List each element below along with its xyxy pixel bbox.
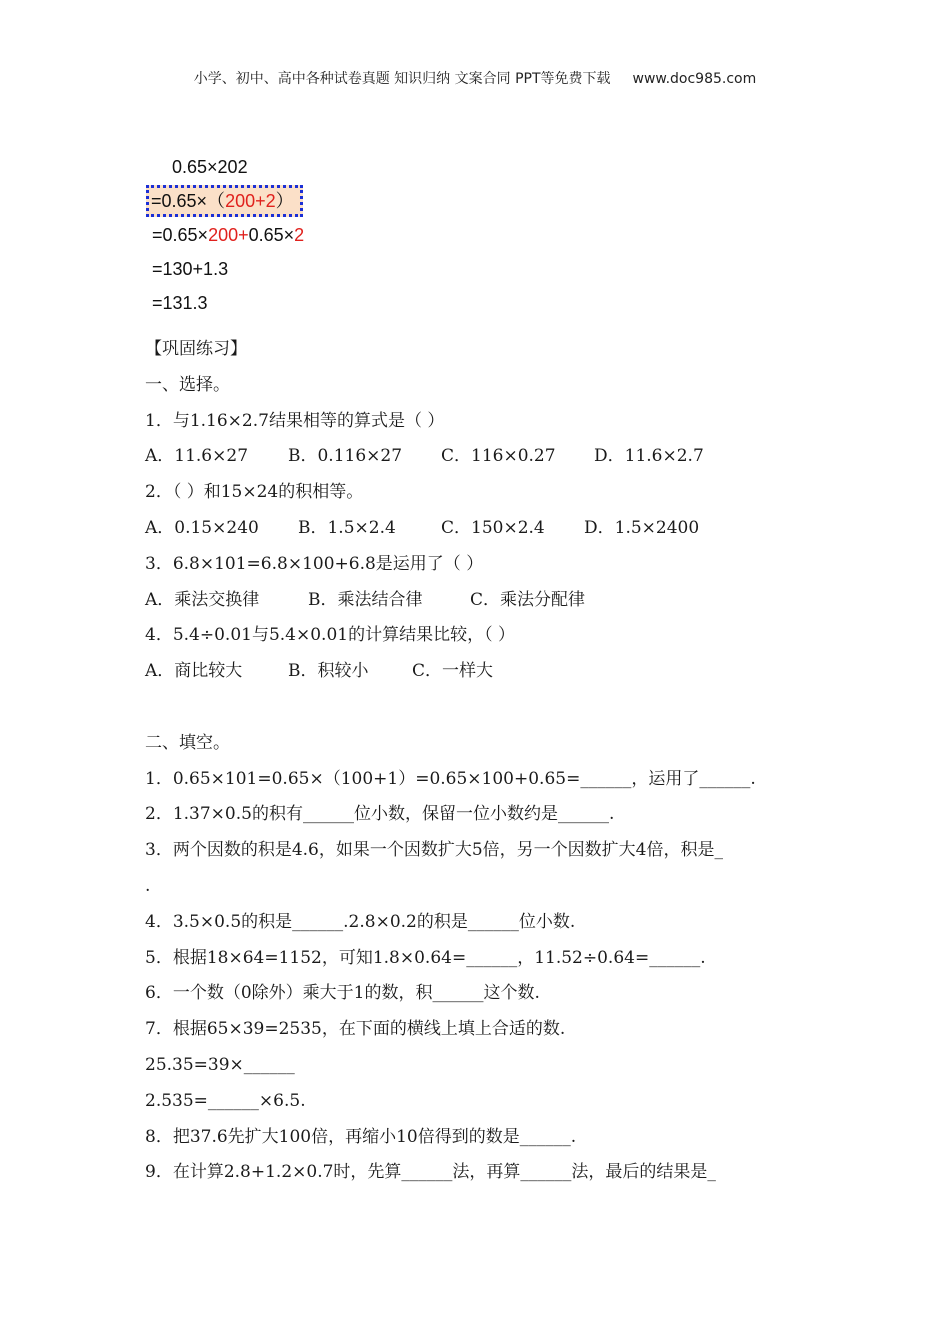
- question-3: 3．6.8×101=6.8×100+6.8是运用了（ ）: [145, 553, 484, 574]
- calc-line-2-b: 200+2: [225, 191, 276, 211]
- calc-line-3-b: 200+: [208, 225, 249, 245]
- fill-item: 6．一个数（0除外）乘大于1的数，积______这个数.: [145, 983, 540, 1004]
- part1-title: 一、选择。: [145, 374, 230, 395]
- choice: A．乘法交换律: [145, 589, 260, 610]
- highlight-box: [146, 185, 303, 217]
- calc-line-2: [148, 184, 304, 218]
- choice: B．乘法结合律: [308, 589, 423, 610]
- question-2-choices: [145, 511, 825, 547]
- question-4-choices: [145, 654, 825, 690]
- exercise-content: [145, 332, 825, 1191]
- choice: D．1.5×2400: [584, 517, 700, 538]
- page-header: [0, 68, 950, 88]
- fill-item: 4．3.5×0.5的积是______.2.8×0.2的积是______位小数.: [145, 911, 576, 932]
- fill-item: 1．0.65×101=0.65×（100+1）=0.65×100+0.65=______，运用了______.: [145, 768, 756, 789]
- fill-item: 5．根据18×64=1152，可知1.8×0.64=______，11.52÷0.64=______.: [145, 947, 706, 968]
- fill-item: 2.535=______×6.5.: [145, 1090, 306, 1111]
- calc-line-1: 0.65×202: [172, 157, 248, 177]
- header-url: www.doc985.com: [632, 71, 757, 87]
- choice: C．116×0.27: [441, 446, 556, 467]
- fill-item: .: [145, 875, 151, 896]
- fill-item: 3．两个因数的积是4.6，如果一个因数扩大5倍，另一个因数扩大4倍，积是_: [145, 840, 723, 861]
- fill-item: 8．把37.6先扩大100倍，再缩小10倍得到的数是______.: [145, 1126, 577, 1147]
- example-calculation: [148, 150, 304, 320]
- choice: A．11.6×27: [145, 446, 249, 467]
- choice: B．1.5×2.4: [298, 517, 396, 538]
- choice: B．0.116×27: [288, 446, 403, 467]
- calc-line-5: =131.3: [152, 293, 208, 313]
- question-1: 1．与1.16×2.7结果相等的算式是（ ）: [145, 410, 445, 431]
- fill-item: 2．1.37×0.5的积有______位小数，保留一位小数约是______.: [145, 804, 615, 825]
- calc-line-3-c: 0.65×: [248, 225, 295, 245]
- question-2: 2．（ ）和15×24的积相等。: [145, 482, 364, 503]
- choice: A．0.15×240: [145, 517, 259, 538]
- choice: C．150×2.4: [441, 517, 545, 538]
- calc-line-4: =130+1.3: [152, 259, 229, 279]
- question-3-choices: [145, 583, 825, 619]
- question-4: 4．5.4÷0.01与5.4×0.01的计算结果比较，（ ）: [145, 625, 515, 646]
- question-1-choices: [145, 439, 825, 475]
- choice: C．乘法分配律: [470, 589, 586, 610]
- calc-line-2-a: =0.65×（: [151, 191, 226, 211]
- calc-line-2-c: ）: [275, 191, 294, 211]
- part2-title: 二、填空。: [145, 732, 230, 753]
- spacer: [145, 690, 825, 726]
- calc-line-3-a: =0.65×: [152, 225, 209, 245]
- fill-item: 25.35=39×______: [145, 1054, 295, 1075]
- choice: A．商比较大: [145, 661, 243, 682]
- fill-item: 9．在计算2.8+1.2×0.7时，先算______法，再算______法，最后的结果是_: [145, 1162, 716, 1183]
- calc-line-3-d: 2: [294, 225, 305, 245]
- header-text: 小学、初中、高中各种试卷真题 知识归纳 文案合同 PPT等免费下载: [193, 71, 611, 87]
- choice: B．积较小: [288, 661, 369, 682]
- calc-line-3: [148, 218, 304, 252]
- choice: D．11.6×2.7: [594, 446, 704, 467]
- section-title: 【巩固练习】: [145, 339, 247, 359]
- choice: C．一样大: [412, 661, 494, 682]
- fill-item: 7．根据65×39=2535，在下面的横线上填上合适的数.: [145, 1019, 566, 1040]
